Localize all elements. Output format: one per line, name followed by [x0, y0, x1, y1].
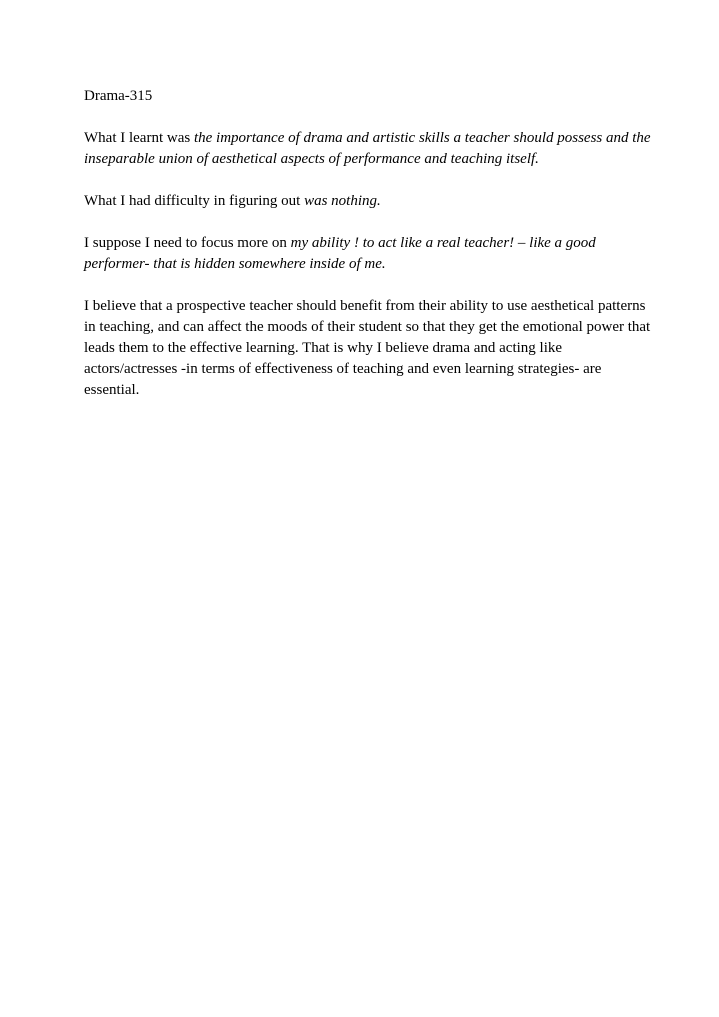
paragraph-italic-text: my ability ! to act like a real teacher! – like a good performer- that is hidden somewhere inside of me.	[84, 235, 596, 272]
paragraph-italic-text: the importance of drama and artistic skills a teacher should possess and the inseparable union of aesthetical aspects of performance and teaching itself.	[84, 130, 651, 167]
paragraph-focus	[84, 233, 659, 275]
paragraph-italic-text: was nothing.	[304, 193, 381, 209]
paragraph-lead-text: I suppose I need to focus more on	[84, 235, 291, 251]
paragraph-lead-text: What I had difficulty in figuring out	[84, 193, 305, 209]
document-title: Drama-315	[84, 88, 153, 104]
paragraph-difficulty	[84, 191, 659, 212]
paragraph-lead-text: What I learnt was	[84, 130, 194, 146]
paragraph-what-i-learnt	[84, 128, 659, 170]
paragraph-belief: I believe that a prospective teacher should benefit from their ability to use aesthetical patterns in teaching, and can affect the moods of their student so that they get the emotional power that leads them to the effective learning. That is why I believe drama and acting like actors/actresses -in terms of effectiveness of teaching and even learning strategies- are essential.	[84, 298, 651, 398]
